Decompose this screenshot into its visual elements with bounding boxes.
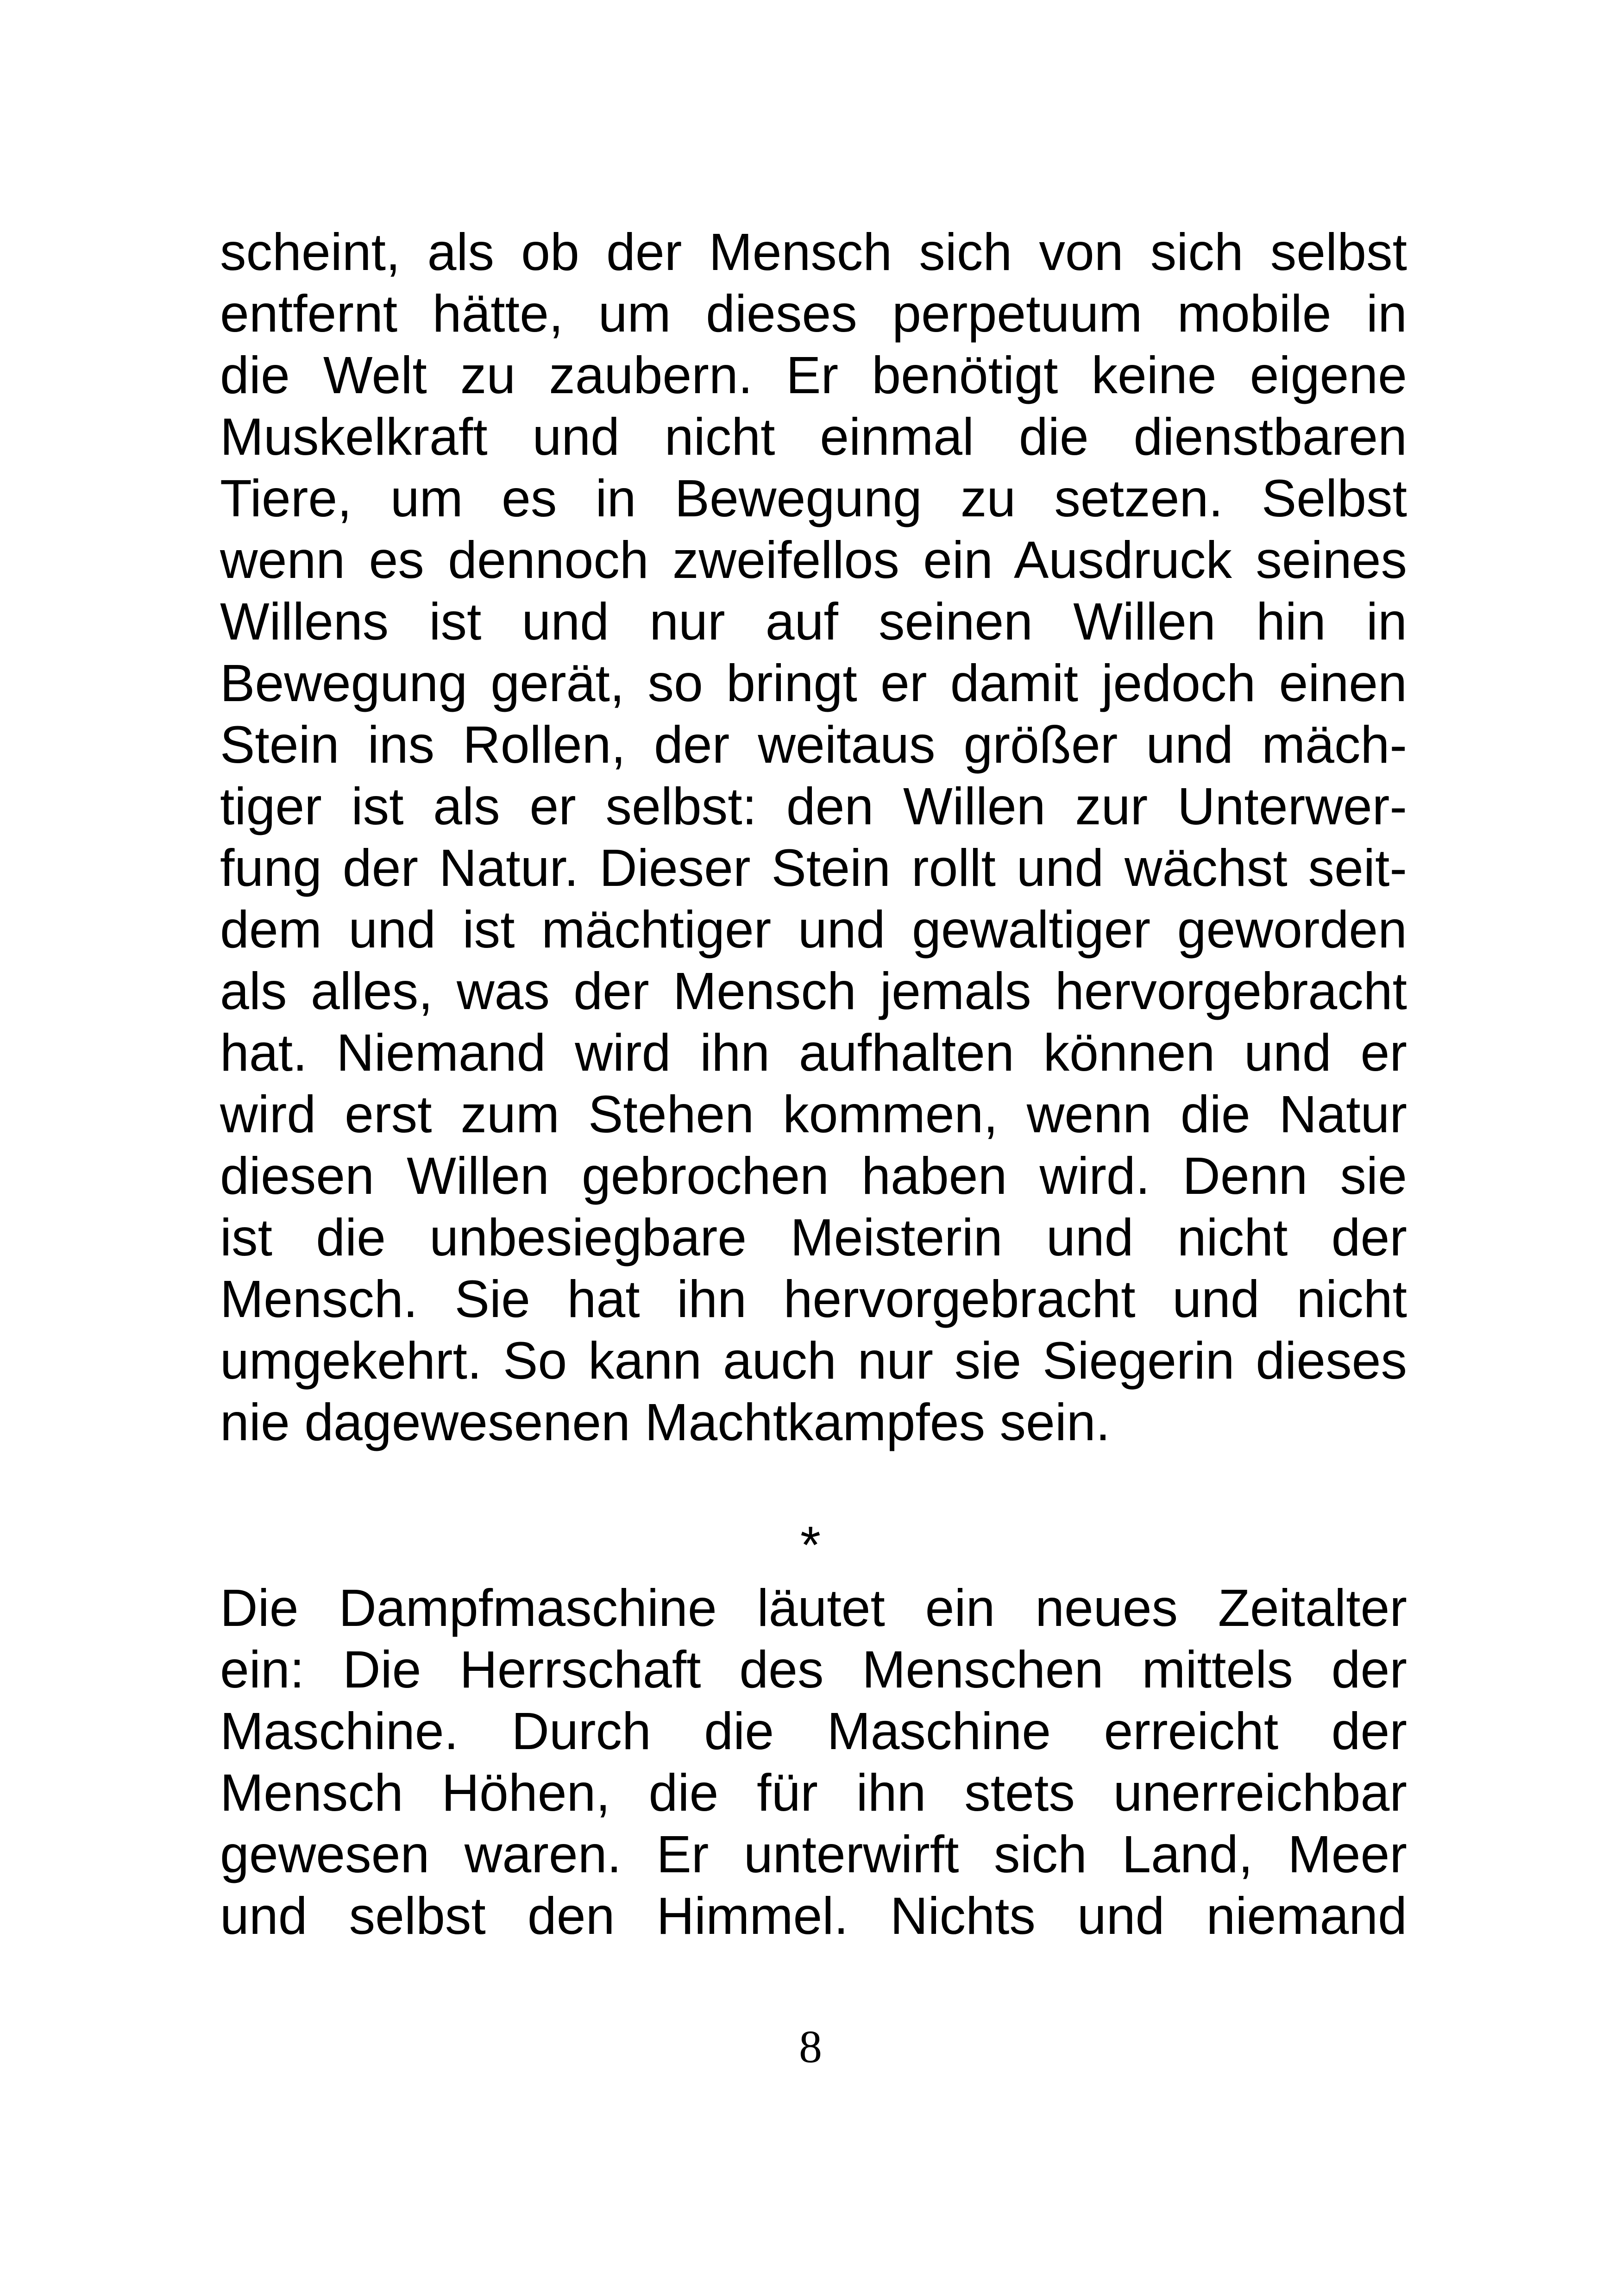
text-line: wird erst zum Stehen kommen, wenn die Natur (220, 1085, 1407, 1143)
text-line: Maschine. Durch die Maschine erreicht der (220, 1702, 1407, 1760)
text-line: entfernt hätte, um dieses perpetuum mobile in (220, 284, 1407, 343)
text-line: ist die unbesiegbare Meisterin und nicht der (220, 1208, 1407, 1267)
text-line: diesen Willen gebrochen haben wird. Denn sie (220, 1147, 1407, 1205)
text-line: Mensch. Sie hat ihn hervorgebracht und nicht (220, 1270, 1407, 1328)
text-line: als alles, was der Mensch jemals hervorgebracht (220, 962, 1407, 1020)
text-line: Tiere, um es in Bewegung zu setzen. Selbst (220, 469, 1407, 527)
text-line: umgekehrt. So kann auch nur sie Siegerin dieses (220, 1331, 1407, 1390)
text-line: und selbst den Himmel. Nichts und niemand (220, 1887, 1407, 1945)
paragraph-2 (220, 1577, 1407, 1947)
text-line: wenn es dennoch zweifellos ein Ausdruck seines (220, 531, 1407, 589)
text-line: hat. Niemand wird ihn aufhalten können und er (220, 1023, 1407, 1082)
text-line: Willens ist und nur auf seinen Willen hin in (220, 592, 1407, 651)
text-line: scheint, als ob der Mensch sich von sich selbst (220, 223, 1407, 281)
text-line: tiger ist als er selbst: den Willen zur Unterwer- (220, 777, 1407, 835)
text-line: nie dagewesenen Machtkampfes sein. (220, 1393, 1111, 1451)
text-line: Die Dampfmaschine läutet ein neues Zeitalter (220, 1579, 1407, 1637)
text-line: dem und ist mächtiger und gewaltiger geworden (220, 900, 1407, 959)
paragraph-1 (220, 221, 1407, 1453)
text-line: ein: Die Herrschaft des Menschen mittels der (220, 1640, 1407, 1699)
text-line: Mensch Höhen, die für ihn stets unerreichbar (220, 1763, 1407, 1822)
section-separator: * (800, 1516, 821, 1574)
text-line: Bewegung gerät, so bringt er damit jedoch einen (220, 654, 1407, 712)
text-line: Muskelkraft und nicht einmal die dienstbaren (220, 408, 1407, 466)
text-line: fung der Natur. Dieser Stein rollt und wächst seit- (220, 839, 1407, 897)
text-line: die Welt zu zaubern. Er benötigt keine eigene (220, 346, 1407, 404)
page-number: 8 (799, 2021, 822, 2072)
text-line: Stein ins Rollen, der weitaus größer und mäch- (220, 715, 1407, 774)
text-line: gewesen waren. Er unterwirft sich Land, Meer (220, 1825, 1407, 1883)
